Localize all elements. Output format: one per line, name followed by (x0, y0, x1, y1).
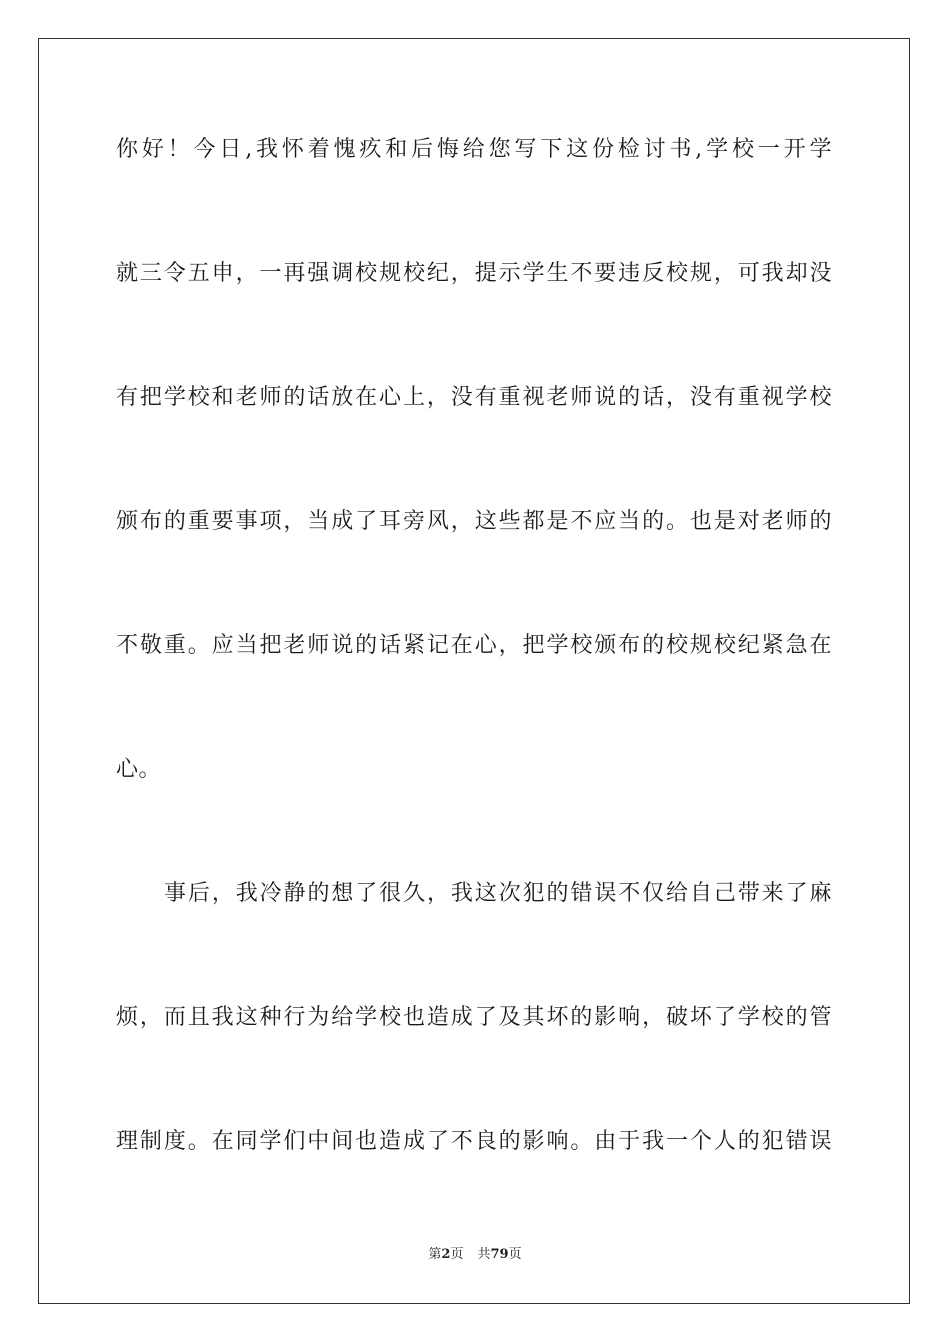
body-line-9: 理制度。在同学们中间也造成了不良的影响。由于我一个人的犯错误 (116, 1129, 832, 1154)
body-line-1: 你好！今日,我怀着愧疚和后悔给您写下这份检讨书,学校一开学 (116, 137, 832, 162)
total-suffix: 页 (508, 1247, 522, 1262)
body-line-2: 就三令五申，一再强调校规校纪，提示学生不要违反校规，可我却没 (116, 261, 832, 286)
page-frame (38, 38, 910, 1304)
page-prefix: 第 (428, 1247, 442, 1262)
body-line-6: 心。 (116, 757, 162, 782)
body-line-5: 不敬重。应当把老师说的话紧记在心，把学校颁布的校规校纪紧急在 (116, 633, 832, 658)
page-footer (0, 1246, 950, 1264)
page-number: 2 (441, 1247, 451, 1262)
total-pages: 79 (490, 1247, 509, 1262)
body-line-8: 烦，而且我这种行为给学校也造成了及其坏的影响，破坏了学校的管 (116, 1005, 832, 1030)
page-suffix: 页 (450, 1247, 464, 1262)
body-line-7: 事后，我冷静的想了很久，我这次犯的错误不仅给自己带来了麻 (164, 881, 832, 906)
body-line-4: 颁布的重要事项，当成了耳旁风，这些都是不应当的。也是对老师的 (116, 509, 832, 534)
body-line-3: 有把学校和老师的话放在心上，没有重视老师说的话，没有重视学校 (116, 385, 832, 410)
total-prefix: 共 (477, 1247, 491, 1262)
